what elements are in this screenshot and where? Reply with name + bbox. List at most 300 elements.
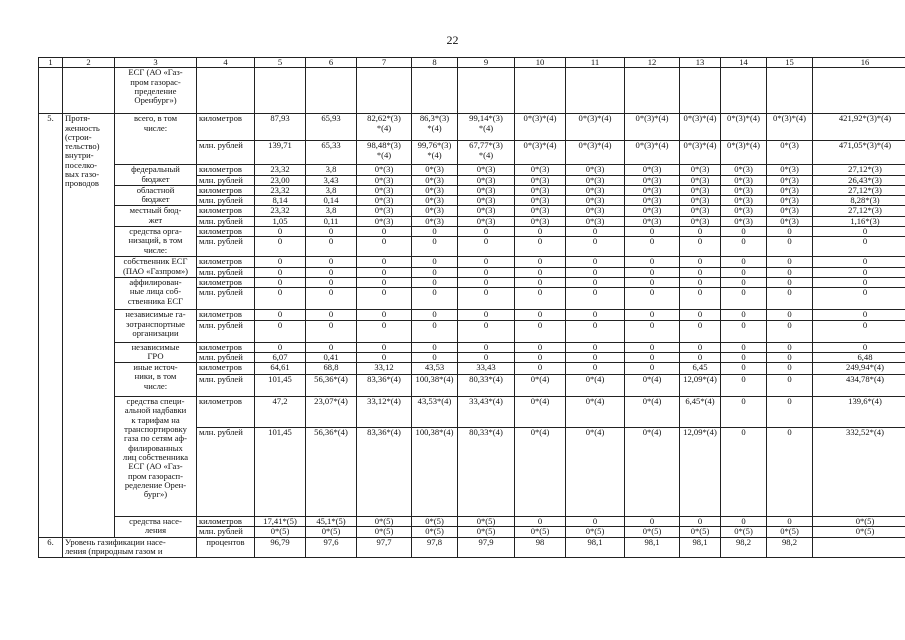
unit-cell: млн. рублей	[197, 320, 255, 342]
value-cell: 33,12*(4)	[357, 397, 412, 428]
table-row	[39, 517, 905, 527]
value-cell: 27,12*(3)	[813, 185, 905, 195]
value-cell: 80,33*(4)	[458, 428, 515, 517]
value-cell: 0	[357, 320, 412, 342]
value-cell: 99,76*(3) *(4)	[412, 141, 458, 165]
value-cell: 0*(3)	[566, 206, 625, 216]
value-cell: 0	[767, 227, 813, 237]
value-cell: 33,12	[357, 363, 412, 375]
value-cell: 0	[721, 352, 767, 362]
table-body	[39, 58, 905, 558]
column-header: 6	[306, 58, 357, 68]
value-cell: 0*(3)*(4)	[515, 141, 566, 165]
value-cell: 0	[680, 288, 721, 310]
value-cell: 33,43*(4)	[458, 397, 515, 428]
value-cell: 0*(3)	[767, 185, 813, 195]
value-cell: 83,36*(4)	[357, 375, 412, 397]
unit-cell: млн. рублей	[197, 196, 255, 206]
unit-cell: километров	[197, 206, 255, 216]
value-cell: 0*(3)	[412, 185, 458, 195]
value-cell: 0	[721, 342, 767, 352]
value-cell: 1,05	[255, 216, 306, 226]
value-cell: 0	[625, 320, 680, 342]
value-cell: 0	[566, 257, 625, 267]
value-cell: 0*(3)*(4)	[767, 114, 813, 141]
value-cell: 0	[625, 227, 680, 237]
value-cell: 3,8	[306, 206, 357, 216]
value-cell: 0	[813, 320, 905, 342]
value-cell: 0	[515, 352, 566, 362]
value-cell: 0	[721, 267, 767, 277]
table-cell	[813, 68, 905, 114]
value-cell: 0*(3)	[721, 175, 767, 185]
value-cell: 0*(3)*(4)	[566, 141, 625, 165]
unit-cell: млн. рублей	[197, 288, 255, 310]
value-cell: 0,14	[306, 196, 357, 206]
value-cell: 97,8	[412, 537, 458, 557]
source-cell: средства насе- ления	[115, 517, 197, 538]
column-header: 14	[721, 58, 767, 68]
value-cell: 0	[255, 288, 306, 310]
table-cell	[566, 68, 625, 114]
value-cell: 0	[680, 277, 721, 287]
value-cell: 0*(3)	[625, 175, 680, 185]
value-cell: 0*(3)	[566, 165, 625, 175]
value-cell: 0*(3)*(4)	[566, 114, 625, 141]
value-cell: 0	[721, 375, 767, 397]
source-cell: аффилирован- ные лица соб- ственника ЕСГ	[115, 277, 197, 309]
value-cell: 0,11	[306, 216, 357, 226]
value-cell: 0*(5)	[255, 527, 306, 537]
column-header: 10	[515, 58, 566, 68]
source-cell: областной бюджет	[115, 185, 197, 206]
value-cell: 0*(5)	[357, 517, 412, 527]
value-cell: 0	[721, 397, 767, 428]
value-cell: 0	[515, 267, 566, 277]
source-cell: местный бюд- жет	[115, 206, 197, 227]
indicator-name: Уровень газификации насе- ления (природным газом и	[63, 537, 197, 557]
header-row	[39, 58, 905, 68]
table-row	[39, 206, 905, 216]
source-cell: федеральный бюджет	[115, 165, 197, 186]
table-row	[39, 227, 905, 237]
gasification-table	[38, 57, 905, 558]
unit-cell: километров	[197, 227, 255, 237]
unit-cell: млн. рублей	[197, 175, 255, 185]
value-cell: 0	[412, 310, 458, 320]
value-cell: 0*(5)	[767, 527, 813, 537]
unit-cell: километров	[197, 342, 255, 352]
value-cell: 67,77*(3) *(4)	[458, 141, 515, 165]
column-header: 16	[813, 58, 905, 68]
value-cell: 0*(5)	[813, 527, 905, 537]
value-cell: 0	[412, 352, 458, 362]
value-cell: 6,45	[680, 363, 721, 375]
unit-cell: километров	[197, 277, 255, 287]
value-cell: 0	[767, 320, 813, 342]
value-cell: 0	[412, 277, 458, 287]
value-cell: 0	[357, 352, 412, 362]
value-cell: 101,45	[255, 428, 306, 517]
value-cell: 6,48	[813, 352, 905, 362]
unit-cell: километров	[197, 114, 255, 141]
value-cell: 23,07*(4)	[306, 397, 357, 428]
value-cell: 0	[767, 257, 813, 267]
value-cell: 0	[813, 227, 905, 237]
value-cell: 3,8	[306, 185, 357, 195]
table-row	[39, 68, 905, 114]
value-cell: 0*(3)	[566, 185, 625, 195]
value-cell: 0	[255, 227, 306, 237]
column-header: 12	[625, 58, 680, 68]
value-cell: 0*(3)	[412, 206, 458, 216]
value-cell: 0	[625, 352, 680, 362]
value-cell: 0*(4)	[566, 397, 625, 428]
value-cell: 0*(3)	[680, 216, 721, 226]
value-cell: 0	[412, 227, 458, 237]
value-cell: 0	[566, 227, 625, 237]
value-cell: 0	[625, 237, 680, 257]
value-cell	[813, 537, 905, 557]
value-cell: 0	[721, 320, 767, 342]
value-cell: 0*(5)	[458, 517, 515, 527]
value-cell: 0*(5)	[515, 527, 566, 537]
value-cell: 0*(3)	[680, 206, 721, 216]
value-cell: 0	[680, 517, 721, 527]
value-cell: 139,6*(4)	[813, 397, 905, 428]
value-cell: 0	[306, 267, 357, 277]
value-cell: 332,52*(4)	[813, 428, 905, 517]
table-row	[39, 342, 905, 352]
value-cell: 0*(3)	[767, 141, 813, 165]
value-cell: 0	[458, 257, 515, 267]
column-header: 15	[767, 58, 813, 68]
value-cell: 68,8	[306, 363, 357, 375]
value-cell: 0	[721, 310, 767, 320]
value-cell: 0	[721, 277, 767, 287]
unit-cell: километров	[197, 363, 255, 375]
value-cell: 0	[515, 288, 566, 310]
source-cell: независимые ГРО	[115, 342, 197, 363]
value-cell: 0*(3)*(4)	[721, 141, 767, 165]
value-cell: 0	[680, 267, 721, 277]
value-cell: 0	[458, 320, 515, 342]
column-header: 8	[412, 58, 458, 68]
value-cell: 0*(3)	[625, 206, 680, 216]
value-cell: 0	[566, 352, 625, 362]
value-cell: 0*(3)	[515, 185, 566, 195]
value-cell: 98,48*(3) *(4)	[357, 141, 412, 165]
unit-cell: млн. рублей	[197, 216, 255, 226]
value-cell: 0*(5)	[566, 527, 625, 537]
value-cell: 86,3*(3) *(4)	[412, 114, 458, 141]
table-row	[39, 114, 905, 141]
value-cell: 99,14*(3) *(4)	[458, 114, 515, 141]
value-cell: 1,16*(3)	[813, 216, 905, 226]
value-cell: 0	[813, 310, 905, 320]
value-cell: 0	[813, 257, 905, 267]
value-cell: 0*(3)	[412, 216, 458, 226]
unit-cell: млн. рублей	[197, 141, 255, 165]
value-cell: 0	[357, 267, 412, 277]
value-cell: 0*(3)	[458, 196, 515, 206]
table-cell	[197, 68, 255, 114]
value-cell: 33,43	[458, 363, 515, 375]
source-cell: ЕСГ (АО «Газ- пром газорас- пределение Оренбург»)	[115, 68, 197, 114]
value-cell: 0	[255, 320, 306, 342]
value-cell: 3,8	[306, 165, 357, 175]
value-cell: 0*(5)	[306, 527, 357, 537]
value-cell: 0	[515, 363, 566, 375]
value-cell: 43,53*(4)	[412, 397, 458, 428]
value-cell: 0	[813, 342, 905, 352]
value-cell: 0*(3)	[721, 196, 767, 206]
value-cell: 0	[566, 267, 625, 277]
value-cell: 6,45*(4)	[680, 397, 721, 428]
value-cell: 0	[680, 342, 721, 352]
value-cell: 23,32	[255, 185, 306, 195]
value-cell: 139,71	[255, 141, 306, 165]
table-row	[39, 310, 905, 320]
value-cell: 0*(3)	[625, 165, 680, 175]
source-cell: всего, в том числе:	[115, 114, 197, 165]
value-cell: 27,12*(3)	[813, 206, 905, 216]
value-cell: 0*(3)	[357, 216, 412, 226]
table-row	[39, 397, 905, 428]
value-cell: 98,1	[566, 537, 625, 557]
value-cell: 0*(3)	[625, 185, 680, 195]
value-cell: 98,2	[721, 537, 767, 557]
value-cell: 0	[721, 363, 767, 375]
value-cell: 0	[412, 267, 458, 277]
value-cell: 0	[767, 267, 813, 277]
column-header: 1	[39, 58, 63, 68]
value-cell: 97,9	[458, 537, 515, 557]
value-cell: 64,61	[255, 363, 306, 375]
section-number: 5.	[39, 114, 63, 537]
value-cell: 23,32	[255, 206, 306, 216]
value-cell: 0	[306, 277, 357, 287]
value-cell: 0*(3)	[680, 185, 721, 195]
value-cell: 97,6	[306, 537, 357, 557]
value-cell: 0	[255, 310, 306, 320]
value-cell: 0	[625, 517, 680, 527]
value-cell: 0*(4)	[566, 375, 625, 397]
value-cell: 0,41	[306, 352, 357, 362]
table-cell	[515, 68, 566, 114]
column-header: 7	[357, 58, 412, 68]
value-cell: 0	[357, 227, 412, 237]
value-cell: 0*(3)*(4)	[721, 114, 767, 141]
value-cell: 17,41*(5)	[255, 517, 306, 527]
value-cell: 0*(4)	[625, 397, 680, 428]
value-cell: 0*(5)	[458, 527, 515, 537]
table-cell	[458, 68, 515, 114]
value-cell: 0	[458, 342, 515, 352]
value-cell: 0	[566, 517, 625, 527]
value-cell: 97,7	[357, 537, 412, 557]
value-cell: 0*(3)	[767, 206, 813, 216]
unit-cell: километров	[197, 397, 255, 428]
value-cell: 0	[412, 342, 458, 352]
value-cell: 421,92*(3)*(4)	[813, 114, 905, 141]
value-cell: 0*(3)	[767, 216, 813, 226]
value-cell: 0	[721, 288, 767, 310]
value-cell: 0	[566, 363, 625, 375]
value-cell: 65,93	[306, 114, 357, 141]
column-header: 4	[197, 58, 255, 68]
value-cell: 87,93	[255, 114, 306, 141]
value-cell: 0	[458, 227, 515, 237]
value-cell: 101,45	[255, 375, 306, 397]
value-cell: 8,28*(3)	[813, 196, 905, 206]
value-cell: 0	[767, 310, 813, 320]
value-cell: 98	[515, 537, 566, 557]
value-cell: 0	[767, 342, 813, 352]
value-cell: 0	[625, 310, 680, 320]
value-cell: 0	[306, 257, 357, 267]
column-header: 3	[115, 58, 197, 68]
unit-cell: процентов	[197, 537, 255, 557]
value-cell: 0*(5)	[680, 527, 721, 537]
table-cell	[767, 68, 813, 114]
value-cell: 0	[412, 257, 458, 267]
source-cell: средства орга- низаций, в том числе:	[115, 227, 197, 257]
value-cell: 80,33*(4)	[458, 375, 515, 397]
value-cell: 47,2	[255, 397, 306, 428]
value-cell: 0	[625, 257, 680, 267]
value-cell: 0	[515, 517, 566, 527]
section-number: 6.	[39, 537, 63, 557]
value-cell: 0	[680, 227, 721, 237]
value-cell: 0*(4)	[625, 375, 680, 397]
value-cell: 0*(3)	[566, 196, 625, 206]
value-cell: 0*(3)	[458, 185, 515, 195]
value-cell: 0*(3)	[412, 175, 458, 185]
value-cell: 0	[357, 342, 412, 352]
value-cell: 434,78*(4)	[813, 375, 905, 397]
value-cell: 0	[566, 310, 625, 320]
table-cell	[721, 68, 767, 114]
value-cell: 0*(3)	[357, 196, 412, 206]
column-header: 9	[458, 58, 515, 68]
value-cell: 0	[458, 237, 515, 257]
value-cell: 0	[767, 363, 813, 375]
value-cell: 100,38*(4)	[412, 375, 458, 397]
value-cell: 0	[767, 428, 813, 517]
value-cell: 0	[767, 288, 813, 310]
unit-cell: километров	[197, 165, 255, 175]
value-cell: 0*(3)	[515, 165, 566, 175]
value-cell: 0	[255, 237, 306, 257]
value-cell: 0	[306, 288, 357, 310]
value-cell: 0	[306, 342, 357, 352]
value-cell: 0*(4)	[515, 428, 566, 517]
value-cell: 0*(3)*(4)	[625, 141, 680, 165]
value-cell: 0	[566, 288, 625, 310]
value-cell: 0	[255, 277, 306, 287]
value-cell: 0*(3)	[767, 165, 813, 175]
value-cell: 0	[767, 352, 813, 362]
value-cell: 0*(3)	[721, 165, 767, 175]
source-cell: средства специ- альной надбавки к тарифам на транспортировку газа по сетям аф- филированных лиц собственника ЕСГ (АО «Газ- пром газорасп- ределение Орен- бург»)	[115, 397, 197, 517]
value-cell: 0*(3)	[458, 175, 515, 185]
value-cell: 98,1	[680, 537, 721, 557]
value-cell: 0	[625, 267, 680, 277]
value-cell: 0*(4)	[515, 375, 566, 397]
value-cell: 0	[680, 320, 721, 342]
value-cell: 0	[515, 310, 566, 320]
value-cell: 0*(5)	[412, 527, 458, 537]
value-cell: 98,2	[767, 537, 813, 557]
value-cell: 3,43	[306, 175, 357, 185]
table-row	[39, 537, 905, 557]
value-cell: 0*(3)	[458, 206, 515, 216]
value-cell: 26,43*(3)	[813, 175, 905, 185]
value-cell: 0	[357, 310, 412, 320]
value-cell: 0	[767, 277, 813, 287]
value-cell: 0	[458, 267, 515, 277]
table-cell	[63, 68, 115, 114]
page-number: 22	[446, 33, 459, 47]
table-row	[39, 363, 905, 375]
value-cell: 12,09*(4)	[680, 428, 721, 517]
table-cell	[306, 68, 357, 114]
value-cell: 0*(3)	[721, 206, 767, 216]
column-header: 11	[566, 58, 625, 68]
value-cell: 0	[306, 237, 357, 257]
table-cell	[357, 68, 412, 114]
value-cell: 0	[515, 237, 566, 257]
value-cell: 65,33	[306, 141, 357, 165]
value-cell: 0*(5)	[412, 517, 458, 527]
unit-cell: млн. рублей	[197, 352, 255, 362]
value-cell: 0*(3)	[680, 175, 721, 185]
table-cell	[412, 68, 458, 114]
value-cell: 0	[515, 227, 566, 237]
value-cell: 0	[412, 237, 458, 257]
value-cell: 0	[412, 288, 458, 310]
source-cell: независимые га- зотранспортные организации	[115, 310, 197, 342]
value-cell: 0*(3)	[458, 216, 515, 226]
value-cell: 0*(3)*(4)	[515, 114, 566, 141]
unit-cell: млн. рублей	[197, 237, 255, 257]
unit-cell: млн. рублей	[197, 428, 255, 517]
value-cell: 23,00	[255, 175, 306, 185]
value-cell: 0	[721, 227, 767, 237]
value-cell: 0*(3)	[680, 165, 721, 175]
value-cell: 0	[255, 267, 306, 277]
value-cell: 0	[680, 237, 721, 257]
value-cell: 0*(3)	[357, 175, 412, 185]
value-cell: 0	[625, 363, 680, 375]
value-cell: 0	[625, 342, 680, 352]
value-cell: 0	[625, 277, 680, 287]
value-cell: 0*(3)	[625, 216, 680, 226]
value-cell: 0*(5)	[625, 527, 680, 537]
value-cell: 45,1*(5)	[306, 517, 357, 527]
value-cell: 0	[767, 397, 813, 428]
value-cell: 0*(5)	[721, 527, 767, 537]
value-cell: 471,05*(3)*(4)	[813, 141, 905, 165]
value-cell: 0	[566, 237, 625, 257]
value-cell: 0	[566, 277, 625, 287]
value-cell: 0*(3)	[566, 216, 625, 226]
table-row	[39, 165, 905, 175]
value-cell: 0	[680, 310, 721, 320]
value-cell: 27,12*(3)	[813, 165, 905, 175]
value-cell: 0*(3)*(4)	[680, 141, 721, 165]
